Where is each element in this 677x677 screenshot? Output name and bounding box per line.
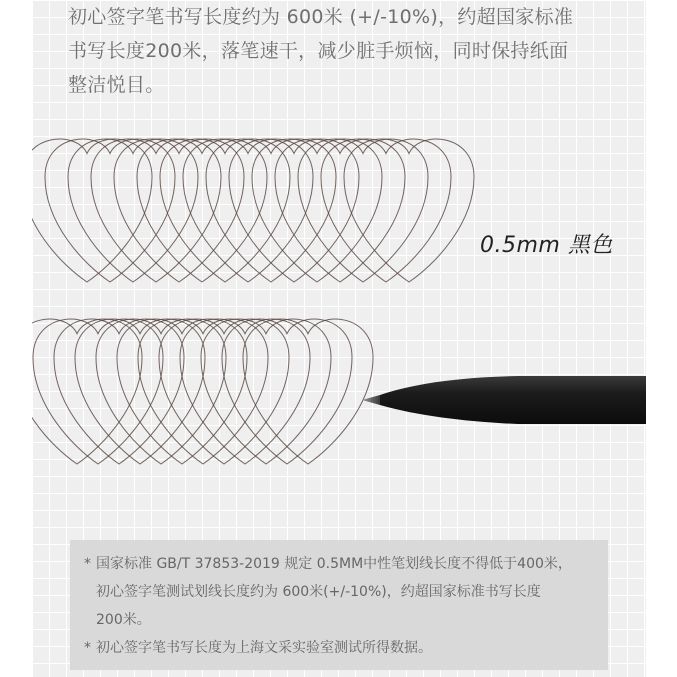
ink-loop-stroke (321, 139, 451, 282)
ink-loop-stroke (201, 319, 331, 464)
ink-loop-stroke (275, 139, 405, 282)
ink-loop-stroke (32, 319, 142, 464)
pen-illustration (358, 372, 646, 428)
ink-loop-stroke (91, 139, 221, 282)
ink-loop-stroke (160, 139, 290, 282)
footnote-1-line-1: * 国家标准 GB/T 37853-2019 规定 0.5MM中性笔划线长度不得低于400米， (70, 550, 608, 578)
footnote-star: * (84, 640, 91, 656)
ink-loop-stroke (180, 319, 310, 464)
ink-loop-stroke (117, 319, 247, 464)
product-panel (32, 0, 646, 677)
ink-loop-stroke (159, 319, 289, 464)
intro-line-2: 书写长度200米，落笔速干，减少脏手烦恼，同时保持纸面 (68, 40, 569, 62)
ink-loop-stroke (183, 139, 313, 282)
ink-loop-stroke (114, 139, 244, 282)
intro-line-3: 整洁悦目。 (68, 74, 165, 96)
ink-loop-stroke (344, 139, 474, 282)
ink-loop-stroke (229, 139, 359, 282)
ink-loop-stroke (298, 139, 428, 282)
ink-loop-stroke (45, 139, 175, 282)
pen-barrel (380, 376, 646, 424)
intro-line-1: 初心签字笔书写长度约为 600米 (+/-10%)，约超国家标准 (68, 6, 574, 28)
ink-loop-stroke (32, 139, 152, 282)
ink-loop-stroke (206, 139, 336, 282)
ink-loop-stroke (54, 319, 184, 464)
ink-loop-stroke (222, 319, 352, 464)
ink-loop-stroke (138, 319, 268, 464)
ink-loop-stroke (68, 139, 198, 282)
footnote-1-line-2: 初心签字笔测试划线长度约为 600米(+/-10%)，约超国家标准书写长度 (96, 584, 541, 600)
ink-loop-stroke (75, 319, 205, 464)
ink-loop-stroke (243, 319, 373, 464)
pen-tip (362, 395, 380, 405)
ink-loop-stroke (252, 139, 382, 282)
footnote-star: * (84, 556, 91, 572)
footnote-2: * 初心签字笔书写长度为上海文采实验室测试所得数据。 (70, 634, 608, 662)
footnote-1-line-3: 200米。 (96, 612, 151, 628)
ink-loop-stroke (33, 319, 163, 464)
ink-loop-stroke (137, 139, 267, 282)
footnote-box (70, 540, 608, 670)
spec-label: 0.5mm 黑色 (480, 233, 613, 258)
ink-loop-stroke (96, 319, 226, 464)
